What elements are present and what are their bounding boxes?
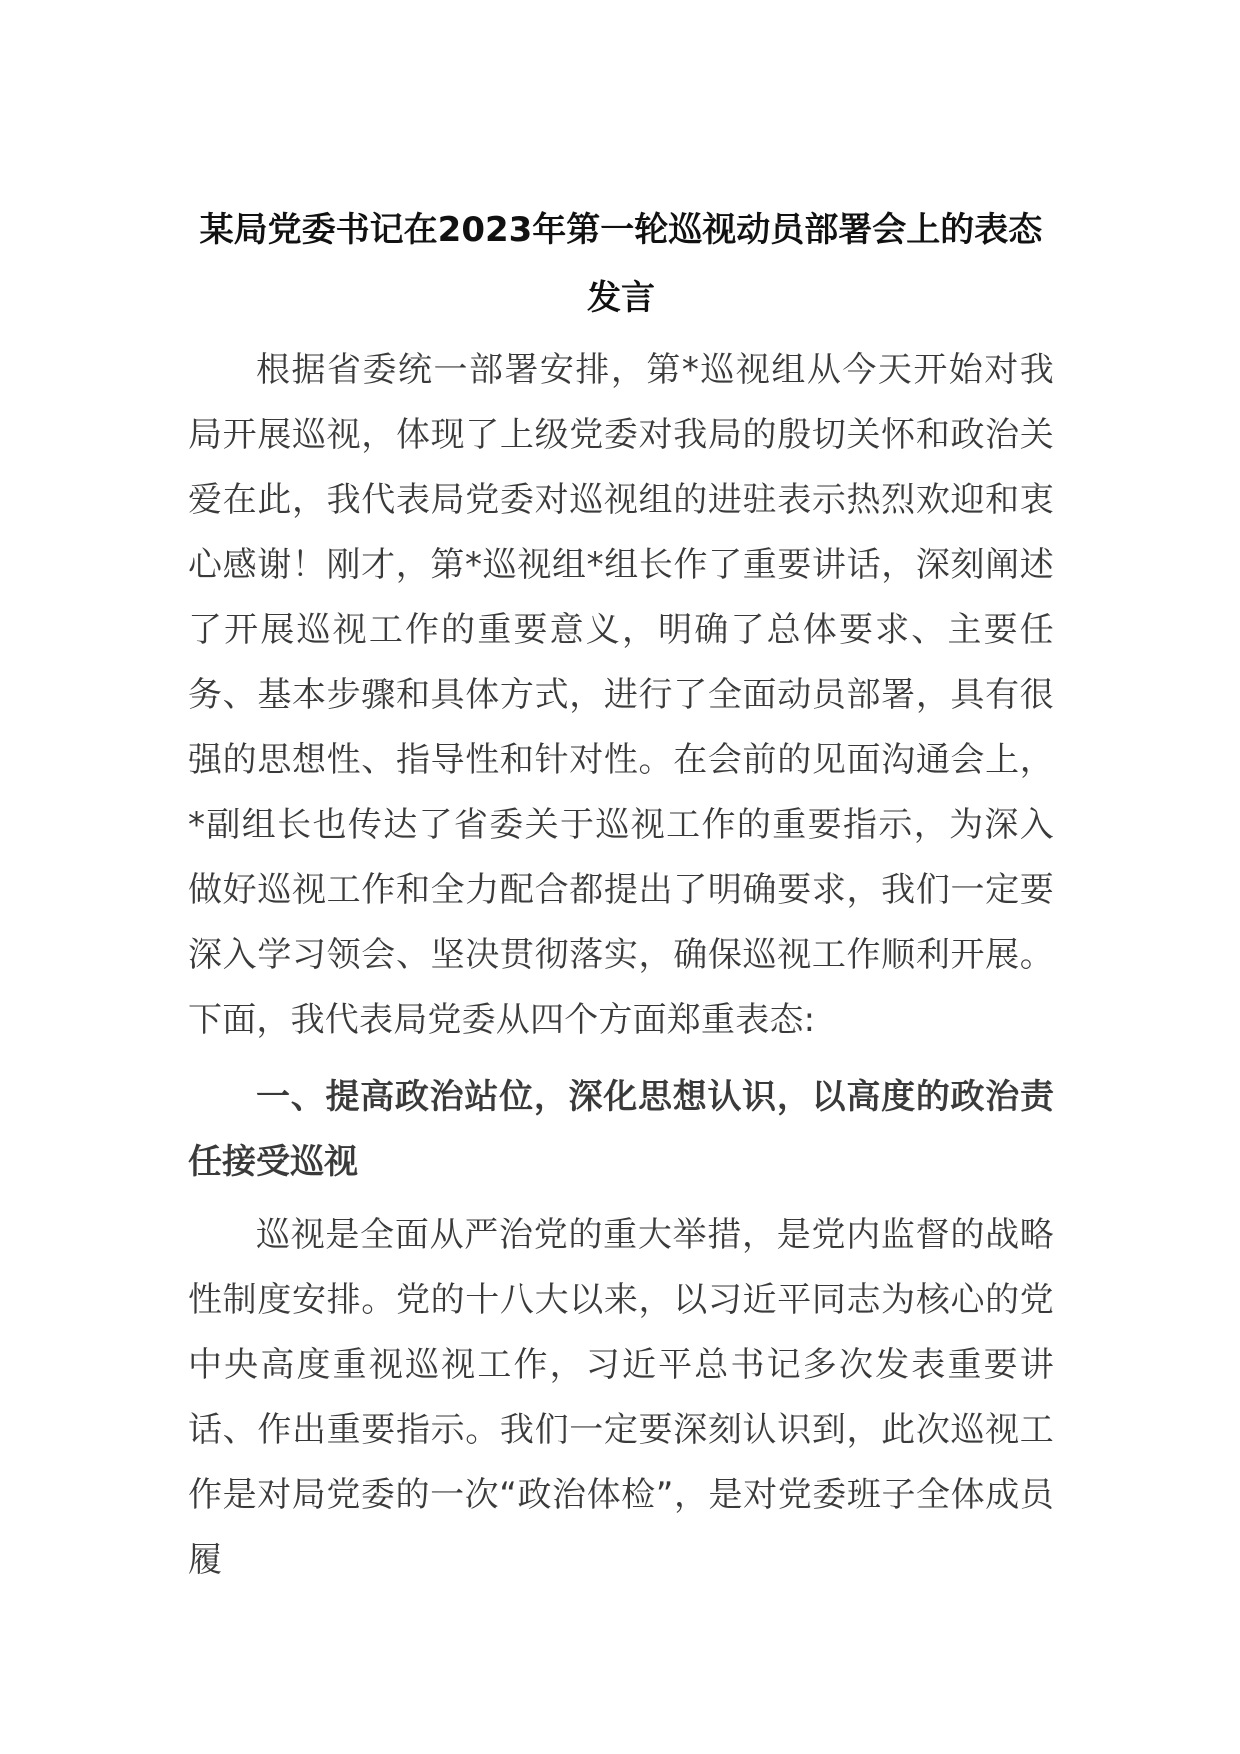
section-heading-1: 一、提高政治站位，深化思想认识，以高度的政治责任接受巡视 xyxy=(188,1077,1054,1182)
intro-paragraph: 根据省委统一部署安排，第*巡视组从今天开始对我局开展巡视，体现了上级党委对我局的殷切关怀和政治关爱在此，我代表局党委对巡视组的进驻表示热烈欢迎和衷心感谢！刚才，第*巡视组*组长作了重要讲话，深刻阐述了开展巡视工作的重要意义，明确了总体要求、主要任务、基本步骤和具体方式，进行了全面动员部署，具有很强的思想性、指导性和针对性。在会前的见面沟通会上，*副组长也传达了省委关于巡视工作的重要指示，为深入做好巡视工作和全力配合都提出了明确要求，我们一定要深入学习领会、坚决贯彻落实，确保巡视工作顺利开展。下面，我代表局党委从四个方面郑重表态: xyxy=(188,350,1054,1040)
document-title: 某局党委书记在2023年第一轮巡视动员部署会上的表态发言 xyxy=(199,210,1043,318)
section-1-paragraph: 巡视是全面从严治党的重大举措，是党内监督的战略性制度安排。党的十八大以来，以习近平同志为核心的党中央高度重视巡视工作，习近平总书记多次发表重要讲话、作出重要指示。我们一定要深刻认识到，此次巡视工作是对局党委的一次“政治体检”，是对党委班子全体成员履 xyxy=(188,1215,1054,1580)
document-page xyxy=(188,196,1054,1593)
